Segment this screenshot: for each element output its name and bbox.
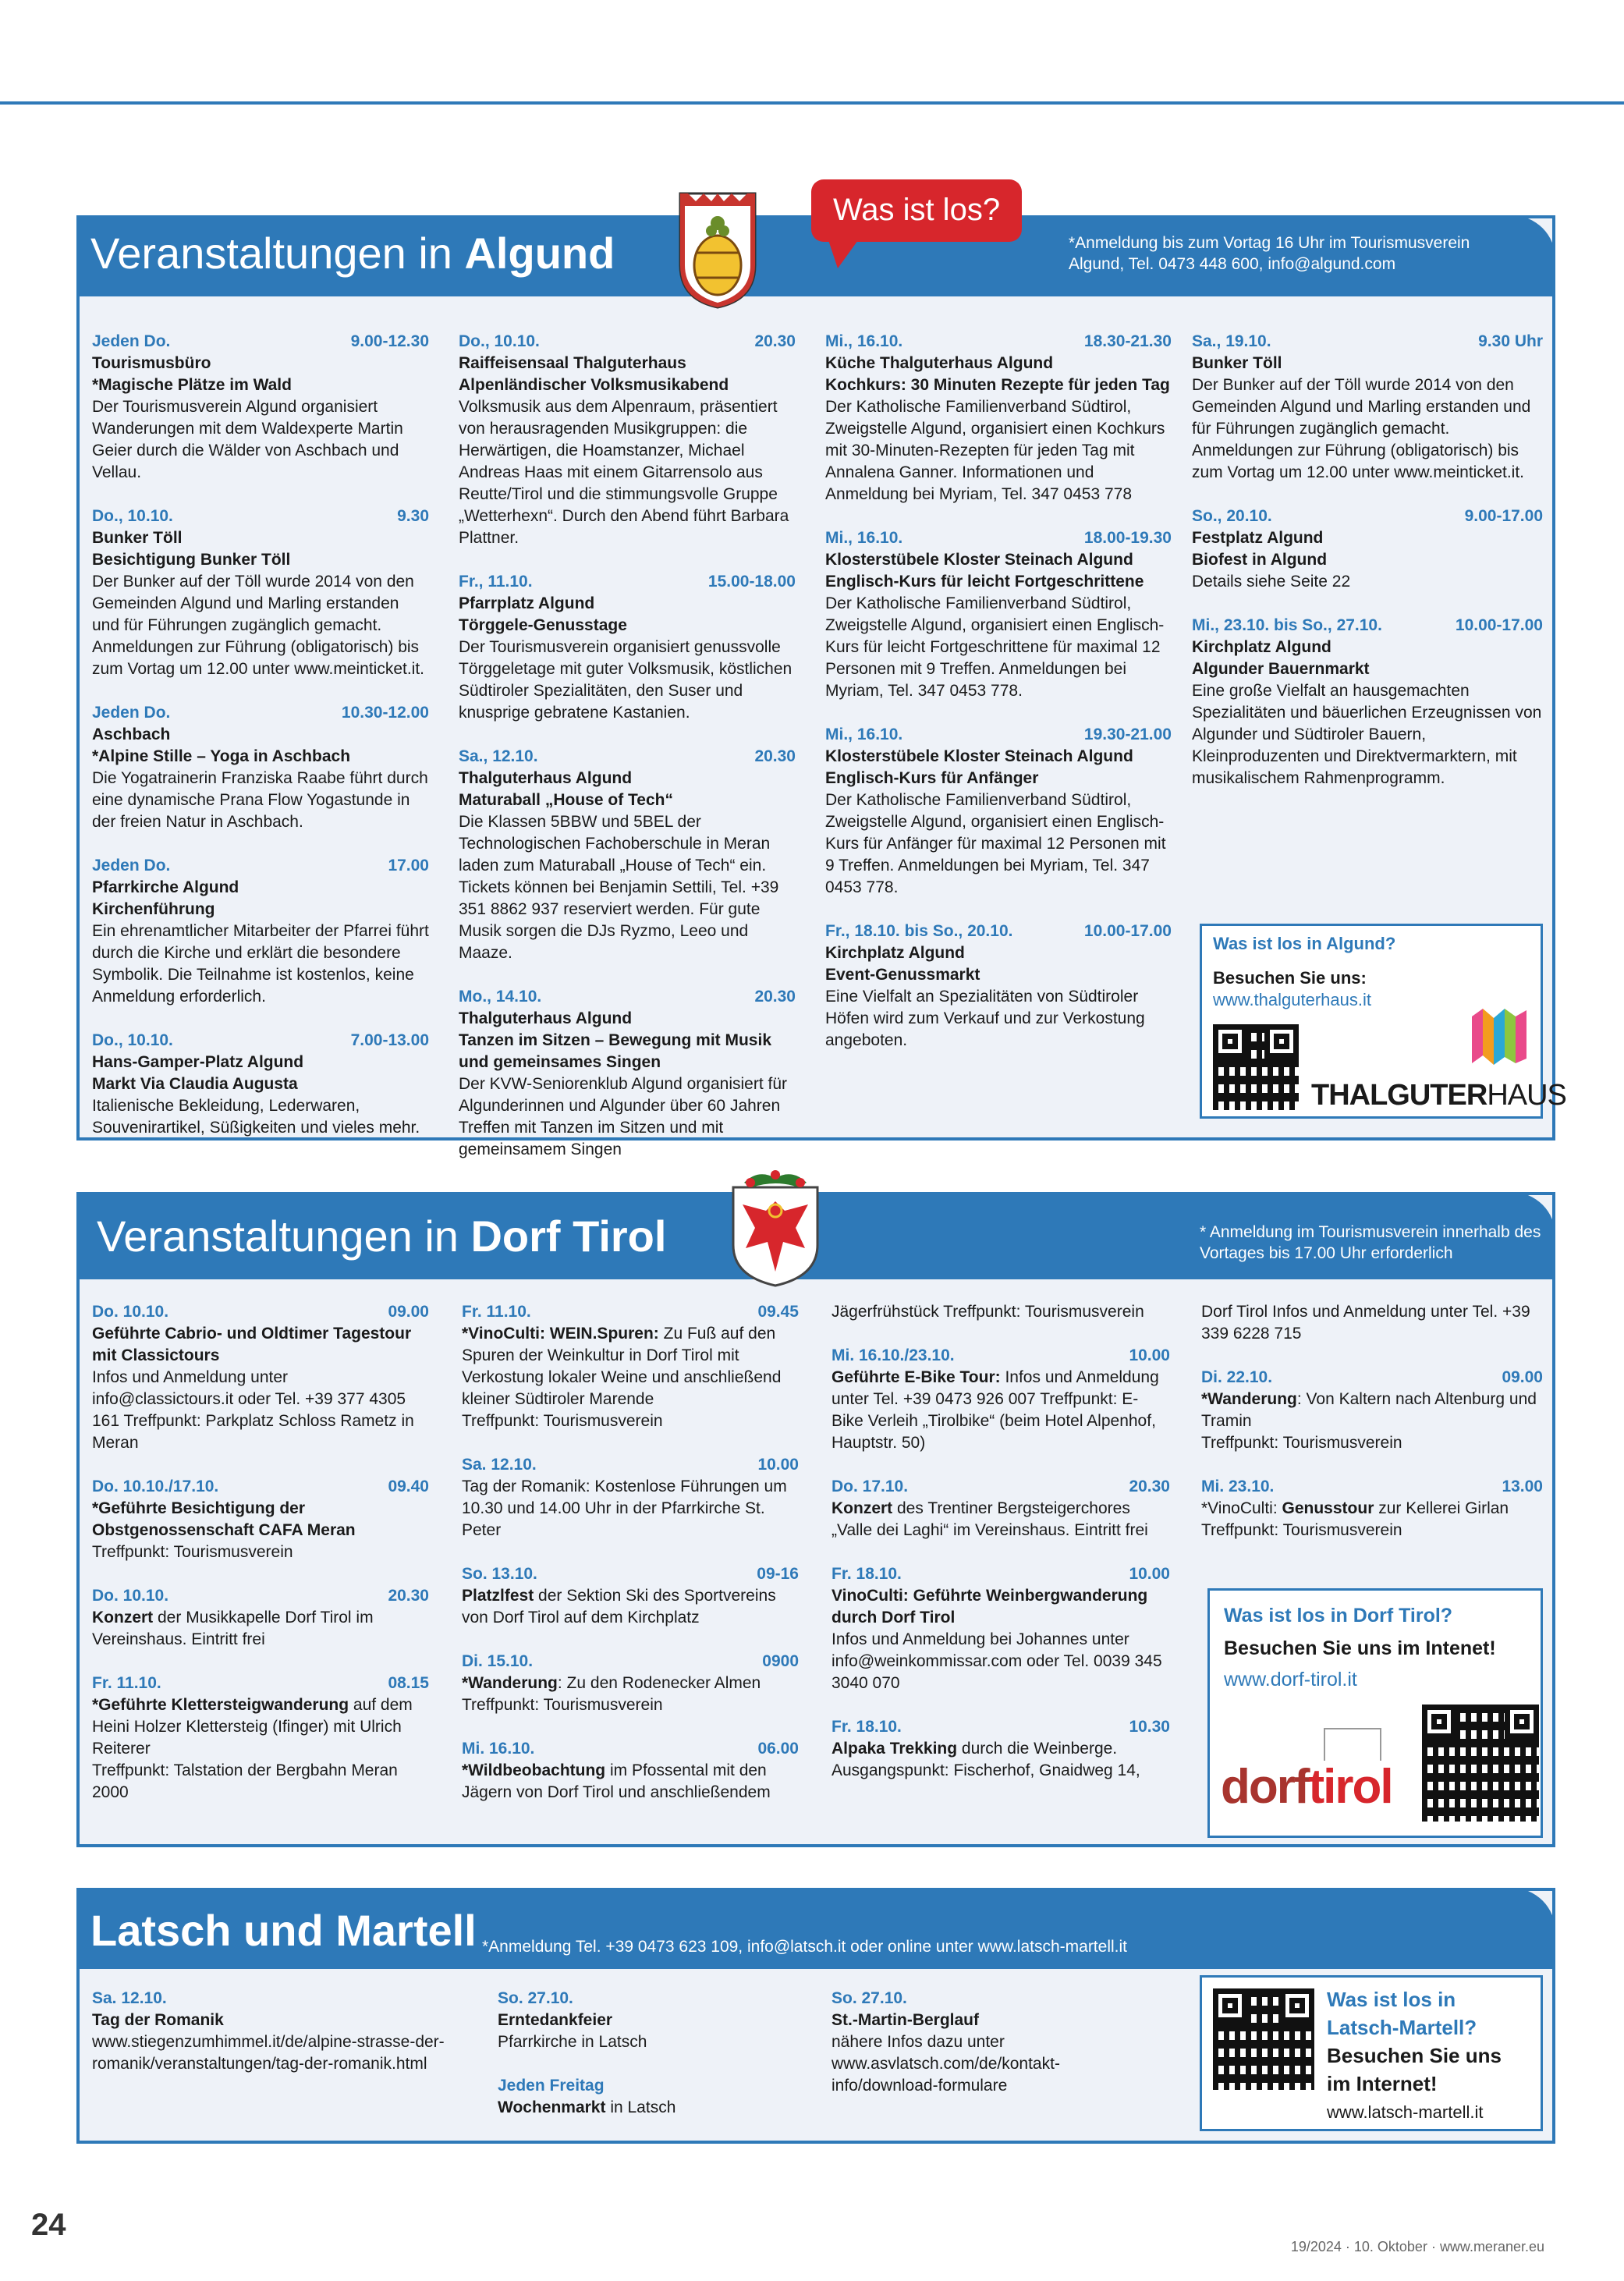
event-time: 18.00-19.30 <box>1083 529 1172 547</box>
event-time: 09.40 <box>388 1478 429 1495</box>
event-dateline <box>462 1563 799 1585</box>
event-dateline <box>1201 1476 1543 1498</box>
event-dateline <box>1192 615 1543 637</box>
event-time: 10.30 <box>1129 1718 1170 1736</box>
dorf-tirol-promo-box <box>1207 1588 1543 1838</box>
event-time: 18.30-21.30 <box>1083 332 1172 350</box>
event-date: Jeden Do. <box>92 857 171 874</box>
dorf-tirol-col-3 <box>832 1301 1170 1804</box>
event-entry <box>92 1030 429 1139</box>
dorf-tirol-promo-url[interactable]: www.dorf-tirol.it <box>1224 1669 1357 1690</box>
event-title-rest: : Zu den Rodenecker Almen <box>557 1674 761 1692</box>
event-dateline <box>825 724 1172 746</box>
event-time: 9.00-17.00 <box>1464 507 1543 525</box>
event-date: Jeden Do. <box>92 704 171 722</box>
event-title-line <box>92 1323 429 1367</box>
dorf-tirol-col-2 <box>462 1301 799 1825</box>
event-description: Eine Vielfalt an Spezialitäten von Südtiroler Höfen wird zum Verkauf und zur Verkostung angeboten. <box>825 988 1145 1049</box>
event-title-line <box>1201 1389 1543 1432</box>
latsch-section <box>76 1888 1555 2144</box>
algund-col-1 <box>92 331 429 1161</box>
event-date: Sa., 19.10. <box>1192 332 1271 350</box>
event-title: Geführte Cabrio- und Oldtimer Tagestour mit Classictours <box>92 1325 412 1364</box>
event-dateline <box>1192 506 1543 527</box>
event-title: Bunker Töll <box>1192 354 1282 372</box>
algund-promo-cta: Besuchen Sie uns: <box>1213 968 1367 988</box>
event-date: Mi., 16.10. <box>825 725 903 743</box>
event-title-rest: der Sektion Ski des Sportvereins von Dorf Tirol auf dem Kirchplatz <box>462 1587 776 1626</box>
event-title: Markt Via Claudia Augusta <box>92 1075 298 1093</box>
event-title: Festplatz Algund <box>1192 529 1324 547</box>
event-title: Thalguterhaus Algund <box>459 1009 633 1027</box>
event-entry <box>825 527 1172 702</box>
event-description: Der Katholische Familienverband Südtirol, Zweigstelle Algund, organisiert einen Kochkurs mit 30-Minuten-Rezepten für jeden Tag mit Annalena Ganner. Informationen und Anmeldung bei Myriam, Tel. 347 0453 778 <box>825 398 1165 503</box>
event-entry <box>832 1476 1170 1541</box>
event-title: Kirchenführung <box>92 900 215 918</box>
event-date: Mi., 16.10. <box>825 529 903 547</box>
event-title: Klosterstübele Kloster Steinach Algund <box>825 551 1133 569</box>
event-title: *Wanderung <box>462 1674 558 1692</box>
event-title-rest: zur Kellerei Girlan <box>1374 1499 1509 1517</box>
event-entry <box>1192 615 1543 789</box>
page-number: 24 <box>31 2208 66 2242</box>
event-description: Treffpunkt: Tourismusverein <box>92 1543 293 1561</box>
event-date: Jeden Do. <box>92 332 171 350</box>
event-description: Der Bunker auf der Töll wurde 2014 von den Gemeinden Algund und Marling erstanden und für Führungen zugänglich gemacht. Anmeldungen zur Führung (obligatorisch) bis zum Vortag um 12.00 unter www.meinticket.it. <box>92 573 425 678</box>
event-dateline <box>462 1454 799 1476</box>
algund-promo-url[interactable]: www.thalguterhaus.it <box>1213 990 1371 1009</box>
event-title-rest: des Trentiner Bergsteigerchores „Valle dei Laghi“ im Vereinshaus. Eintritt frei <box>832 1499 1148 1539</box>
event-date: Do. 10.10. <box>92 1303 169 1321</box>
event-title-line <box>462 1323 799 1410</box>
event-title: *Geführte Besichtigung der Obstgenossenschaft CAFA Meran <box>92 1499 356 1539</box>
event-title-line <box>462 1476 799 1541</box>
event-title: Tanzen im Sitzen – Bewegung mit Musik und gemeinsames Singen <box>459 1031 771 1071</box>
event-entry <box>462 1563 799 1629</box>
latsch-promo-url[interactable]: www.latsch-martell.it <box>1327 2102 1484 2122</box>
latsch-promo-text: Was ist los in Latsch-Martell? Besuchen Sie uns im Internet! <box>1327 1988 1502 2095</box>
event-time: 10.00 <box>757 1456 799 1474</box>
event-date: So., 20.10. <box>1192 507 1272 525</box>
event-entry <box>462 1301 799 1432</box>
event-title: Event-Genussmarkt <box>825 966 980 984</box>
event-time: 17.00 <box>388 857 429 874</box>
event-entry <box>462 1454 799 1541</box>
event-date: Fr., 18.10. bis So., 20.10. <box>825 922 1013 940</box>
dorf-tirol-section <box>76 1192 1555 1847</box>
event-title-rest: Zu Fuß auf den Spuren der Weinkultur in Dorf Tirol mit Verkostung lokaler Weine und anschließend kleiner Südtiroler Marende <box>462 1325 782 1408</box>
event-time: 10.00-17.00 <box>1083 922 1172 940</box>
event-time: 10.00 <box>1129 1346 1170 1364</box>
event-description: Ein ehrenamtlicher Mitarbeiter der Pfarrei führt durch die Kirche und erklärt die besondere Symbolik. Die Teilnahme ist kostenlos, keine Anmeldung erforderlich. <box>92 922 429 1006</box>
event-description: Der Katholische Familienverband Südtirol, Zweigstelle Algund, organisiert einen Englisch-Kurs für leicht Fortgeschrittene für maximal 12 Personen mit 9 Treffen. Anmeldungen bei Myriam, Tel. 347 0453 778. <box>825 594 1165 700</box>
event-description: Der Katholische Familienverband Südtirol, Zweigstelle Algund, organisiert einen Englisch-Kurs für Anfänger für maximal 12 Personen mit 9 Treffen. Anmeldungen bei Myriam, Tel. 347 0453 778. <box>825 791 1166 896</box>
page-footer: 19/2024 · 10. Oktober · www.meraner.eu <box>1290 2239 1544 2254</box>
event-date: Fr. 11.10. <box>462 1303 531 1321</box>
event-date: Fr. 11.10. <box>92 1674 161 1692</box>
event-date: Do. 10.10./17.10. <box>92 1478 219 1495</box>
event-title: Alpenländischer Volksmusikabend <box>459 376 729 394</box>
event-dateline <box>92 855 429 877</box>
event-title: Besichtigung Bunker Töll <box>92 551 291 569</box>
event-description: Treffpunkt: Tourismusverein <box>462 1696 663 1714</box>
dorf-tirol-col-4 <box>1201 1301 1543 1563</box>
event-dateline <box>1201 1367 1543 1389</box>
event-date: Sa. 12.10. <box>462 1456 537 1474</box>
event-title: Thalguterhaus Algund <box>459 769 633 787</box>
event-title-rest: durch die Weinberge. <box>957 1740 1118 1758</box>
event-description: Die Klassen 5BBW und 5BEL der Technologischen Fachoberschule in Meran laden zum Maturaball „House of Tech“ ein. Tickets können bei Benjamin Settili, Tel. +39 351 8862 937 reserviert werden. Für gute Musik sorgen die DJs Ryzmo, Leeo und Maaze. <box>459 813 779 962</box>
event-time: 15.00-18.00 <box>707 573 796 591</box>
event-time: 10.30-12.00 <box>341 704 429 722</box>
event-dateline <box>459 746 796 768</box>
event-date: Fr., 11.10. <box>459 573 533 591</box>
event-title-line <box>462 1673 799 1694</box>
event-title-rest: im Pfossental mit den Jägern von Dorf Tirol und anschließendem <box>462 1761 771 1801</box>
event-date: Do., 10.10. <box>92 507 173 525</box>
event-title-line <box>832 1738 1170 1760</box>
event-time: 9.30 Uhr <box>1478 332 1543 350</box>
event-date: Mi., 16.10. <box>825 332 903 350</box>
event-title: Englisch-Kurs für leicht Fortgeschrittene <box>825 573 1144 591</box>
was-ist-los-badge: Was ist los? <box>811 179 1022 242</box>
event-time: 9.30 <box>397 507 429 525</box>
event-dateline <box>1192 331 1543 353</box>
event-time: 09.45 <box>757 1303 799 1321</box>
event-title: Biofest in Algund <box>1192 551 1328 569</box>
event-dateline <box>459 331 796 353</box>
event-description: Treffpunkt: Tourismusverein <box>462 1412 663 1430</box>
event-title-line <box>1201 1498 1543 1520</box>
event-title: Genusstour <box>1282 1499 1374 1517</box>
dorf-tirol-qr-code <box>1422 1705 1539 1822</box>
event-entry <box>825 331 1172 506</box>
event-time: 09-16 <box>757 1565 799 1583</box>
event-title-line <box>92 1694 429 1760</box>
event-time: 9.00-12.30 <box>350 332 429 350</box>
event-title: Küche Thalguterhaus Algund <box>825 354 1054 372</box>
event-title: Törggele-Genusstage <box>459 616 627 634</box>
event-description: Volksmusik aus dem Alpenraum, präsentiert von herausragenden Musikgruppen: die Herwärtigen, die Hoamstanzer, Michael Andreas Haas mit einem Gitarrensolo aus Reutte/Tirol und die stimmungsvolle Gruppe „Wetterhexn“. Durch den Abend führt Barbara Plattner. <box>459 398 789 547</box>
event-date: Di. 22.10. <box>1201 1368 1273 1386</box>
algund-title: Veranstaltungen in Algund <box>90 229 615 278</box>
event-date: Di. 15.10. <box>462 1652 534 1670</box>
event-dateline <box>462 1301 799 1323</box>
algund-registration-note: *Anmeldung bis zum Vortag 16 Uhr im Tourismusverein Algund, Tel. 0473 448 600, info@algund.com <box>1069 234 1470 273</box>
event-time: 7.00-13.00 <box>350 1031 429 1049</box>
event-dateline <box>92 506 429 527</box>
event-time: 20.30 <box>388 1587 429 1605</box>
event-date: Fr. 18.10. <box>832 1718 902 1736</box>
event-title: Raiffeisensaal Thalguterhaus <box>459 354 686 372</box>
algund-col-4 <box>1192 331 1543 811</box>
event-entry <box>92 1301 429 1454</box>
event-title: Konzert <box>832 1499 893 1517</box>
event-title: Englisch-Kurs für Anfänger <box>825 769 1039 787</box>
event-title-rest: : Von Kaltern nach Altenburg und Tramin <box>1201 1390 1537 1430</box>
latsch-promo-box <box>1200 1975 1543 2131</box>
event-dateline <box>92 331 429 353</box>
event-dateline <box>832 1716 1170 1738</box>
event-entry <box>462 1651 799 1716</box>
event-dateline <box>459 571 796 593</box>
event-title-rest: der Musikkapelle Dorf Tirol im Vereinshaus. Eintritt frei <box>92 1609 374 1648</box>
event-date: Sa., 12.10. <box>459 747 538 765</box>
event-entry <box>92 1476 429 1563</box>
event-entry <box>1201 1367 1543 1454</box>
event-title: Bunker Töll <box>92 529 183 547</box>
algund-qr-code <box>1213 1024 1299 1110</box>
event-title: Klosterstübele Kloster Steinach Algund <box>825 747 1133 765</box>
event-title: Hans-Gamper-Platz Algund <box>92 1053 304 1071</box>
event-title: *Magische Plätze im Wald <box>92 376 292 394</box>
event-description: Infos und Anmeldung unter info@classictours.it oder Tel. +39 377 4305 161 Treffpunkt: Parkplatz Schloss Rametz in Meran <box>92 1368 414 1452</box>
event-description: Details siehe Seite 22 <box>1192 573 1351 591</box>
event-entry <box>92 1585 429 1651</box>
event-dateline <box>825 331 1172 353</box>
event-date: Mi., 23.10. bis So., 27.10. <box>1192 616 1382 634</box>
event-title: *Alpine Stille – Yoga in Aschbach <box>92 747 351 765</box>
event-title: Aschbach <box>92 725 171 743</box>
event-entry <box>1201 1476 1543 1541</box>
event-title-rest: auf dem Heini Holzer Klettersteig (Ifinger) mit Ulrich Reiterer <box>92 1696 413 1758</box>
event-title-line <box>832 1498 1170 1541</box>
event-title-rest: *VinoCulti: <box>1201 1499 1282 1517</box>
event-title: *VinoCulti: WEIN.Spuren: <box>462 1325 659 1343</box>
event-time: 19.30-21.00 <box>1083 725 1172 743</box>
event-title: Geführte E-Bike Tour: <box>832 1368 1001 1386</box>
event-description: Treffpunkt: Tourismusverein <box>1201 1434 1402 1452</box>
latsch-event-1: Sa. 12.10. Tag der Romanik www.stiegenzumhimmel.it/de/alpine-strasse-der-romanik/veranstaltungen/tag-der-romanik.html <box>92 1989 445 2073</box>
latsch-qr-code <box>1213 1988 1314 2090</box>
event-description: Infos und Anmeldung bei Johannes unter info@weinkommissar.com oder Tel. 0039 345 3040 070 <box>832 1630 1162 1692</box>
event-entry <box>1192 506 1543 593</box>
event-dateline <box>459 986 796 1008</box>
event-entry <box>459 331 796 549</box>
dorf-tirol-registration-note: * Anmeldung im Tourismusverein innerhalb des Vortages bis 17.00 Uhr erforderlich <box>1200 1223 1541 1262</box>
event-title: Kirchplatz Algund <box>1192 638 1331 656</box>
event-entry <box>92 506 429 680</box>
event-title: Alpaka Trekking <box>832 1740 958 1758</box>
dorf-tirol-col-1 <box>92 1301 429 1825</box>
event-title: VinoCulti: Geführte Weinbergwanderung durch Dorf Tirol <box>832 1587 1148 1626</box>
event-entry <box>92 855 429 1008</box>
event-title: Pfarrkirche Algund <box>92 878 239 896</box>
event-entry <box>92 331 429 484</box>
dorf-tirol-castle-icon <box>1324 1728 1381 1761</box>
event-title-line <box>462 1760 799 1804</box>
event-description: Der Bunker auf der Töll wurde 2014 von den Gemeinden Algund und Marling erstanden und für Führungen zugänglich gemacht. Anmeldungen zur Führung (obligatorisch) bis zum Vortag um 12.00 unter www.meinticket.it. <box>1192 376 1531 481</box>
event-time: 09.00 <box>1502 1368 1543 1386</box>
event-entry <box>459 571 796 724</box>
event-title: *Geführte Klettersteigwanderung <box>92 1696 349 1714</box>
event-entry <box>1201 1301 1543 1345</box>
dorf-tirol-promo-cta: Besuchen Sie uns im Intenet! <box>1224 1637 1496 1659</box>
event-description: Der Tourismusverein Algund organisiert Wanderungen mit dem Waldexperte Martin Geier durch die Wälder von Aschbach und Vellau. <box>92 398 403 481</box>
event-title-line <box>92 1607 429 1651</box>
event-entry <box>92 702 429 833</box>
event-description: Der KVW-Seniorenklub Algund organisiert für Algunderinnen und Algunder über 60 Jahren Treffen mit Tanzen im Sitzen und mit gemeinsamem Singen <box>459 1075 787 1158</box>
event-date: Do., 10.10. <box>92 1031 173 1049</box>
event-dateline <box>92 1585 429 1607</box>
top-rule <box>0 101 1624 105</box>
event-description: Der Tourismusverein organisiert genussvolle Törggeletage mit guter Volksmusik, köstlichen Südtiroler Spezialitäten, den Suser und knusprige gebratene Kastanien. <box>459 638 792 722</box>
event-time: 20.30 <box>754 988 796 1006</box>
event-title: Konzert <box>92 1609 154 1626</box>
latsch-title: Latsch und Martell <box>90 1906 477 1955</box>
algund-col-3 <box>825 331 1172 1073</box>
event-title-line <box>462 1585 799 1629</box>
latsch-event-4: So. 27.10. St.-Martin-Berglauf nähere Infos dazu unter www.asvlatsch.com/de/kontakt-info/download-formulare <box>832 1989 1060 2095</box>
event-title: Tourismusbüro <box>92 354 211 372</box>
event-entry <box>459 986 796 1161</box>
event-date: Mi. 16.10./23.10. <box>832 1346 955 1364</box>
event-dateline <box>462 1738 799 1760</box>
event-entry <box>825 724 1172 899</box>
event-time: 08.15 <box>388 1674 429 1692</box>
event-description: Italienische Bekleidung, Lederwaren, Souvenirartikel, Süßigkeiten und vieles mehr. <box>92 1097 420 1137</box>
event-dateline <box>92 1030 429 1052</box>
event-dateline <box>92 702 429 724</box>
event-time: 20.30 <box>754 332 796 350</box>
event-date: Do. 10.10. <box>92 1587 169 1605</box>
event-title-rest: Infos und Anmeldung unter Tel. +39 0473 926 007 Treffpunkt: E-Bike Verleih „Tirolbike“ (beim Hotel Alpenhof, Hauptstr. 50) <box>832 1368 1159 1452</box>
event-description: Die Yogatrainerin Franziska Raabe führt durch eine dynamische Prana Flow Yogastunde in der freien Natur in Aschbach. <box>92 769 428 831</box>
event-dateline <box>92 1476 429 1498</box>
event-entry <box>832 1563 1170 1694</box>
event-description: Treffpunkt: Talstation der Bergbahn Meran 2000 <box>92 1761 398 1801</box>
event-dateline <box>825 527 1172 549</box>
algund-col-2 <box>459 331 796 1183</box>
event-time: 20.30 <box>1129 1478 1170 1495</box>
event-title-line <box>832 1367 1170 1454</box>
latsch-event-2: So. 27.10. Erntedankfeier Pfarrkirche in Latsch Jeden Freitag Wochenmarkt in Latsch <box>498 1989 676 2116</box>
tirol-eagle-crest-icon <box>727 1170 824 1287</box>
event-description: Ausgangspunkt: Fischerhof, Gnaidweg 14, <box>832 1761 1140 1779</box>
event-entry <box>825 921 1172 1052</box>
event-entry <box>459 746 796 964</box>
event-date: Mi. 23.10. <box>1201 1478 1275 1495</box>
event-dateline <box>832 1563 1170 1585</box>
dorftirol-logo: dorftirol <box>1221 1760 1392 1814</box>
event-date: Mi. 16.10. <box>462 1740 535 1758</box>
event-entry <box>832 1716 1170 1782</box>
event-title: Platzlfest <box>462 1587 534 1605</box>
latsch-header-band <box>76 1888 1555 1969</box>
event-title: *Wanderung <box>1201 1390 1297 1408</box>
event-date: Mo., 14.10. <box>459 988 542 1006</box>
algund-promo-question: Was ist los in Algund? <box>1213 934 1396 953</box>
event-title: Maturaball „House of Tech“ <box>459 791 673 809</box>
event-date: Do., 10.10. <box>459 332 540 350</box>
event-time: 13.00 <box>1502 1478 1543 1495</box>
event-description: Jägerfrühstück Treffpunkt: Tourismusverein <box>832 1303 1144 1321</box>
event-description: Eine große Vielfalt an hausgemachten Spezialitäten und bäuerlichen Erzeugnissen von Algunder und Südtiroler Bauern, Kleinproduzenten und Direktvermarktern, mit musikalischem Rahmenprogramm. <box>1192 682 1542 787</box>
event-title: Kirchplatz Algund <box>825 944 965 962</box>
event-entry <box>92 1673 429 1804</box>
algund-section <box>76 215 1566 1158</box>
thalguterhaus-logo-icon <box>1472 1009 1537 1068</box>
event-title: Kochkurs: 30 Minuten Rezepte für jeden Tag <box>825 376 1170 394</box>
event-title: Algunder Bauernmarkt <box>1192 660 1370 678</box>
event-dateline <box>825 921 1172 942</box>
event-dateline <box>92 1301 429 1323</box>
event-entry <box>832 1345 1170 1454</box>
event-date: Fr. 18.10. <box>832 1565 902 1583</box>
event-description: Dorf Tirol Infos und Anmeldung unter Tel. +39 339 6228 715 <box>1201 1303 1530 1343</box>
event-entry <box>832 1301 1170 1323</box>
event-description: Treffpunkt: Tourismusverein <box>1201 1521 1402 1539</box>
dorf-tirol-promo-question: Was ist los in Dorf Tirol? <box>1224 1605 1453 1626</box>
event-time: 06.00 <box>757 1740 799 1758</box>
event-dateline <box>462 1651 799 1673</box>
event-dateline <box>92 1673 429 1694</box>
event-time: 10.00 <box>1129 1565 1170 1583</box>
event-dateline <box>832 1345 1170 1367</box>
event-time: 09.00 <box>388 1303 429 1321</box>
event-title-line <box>832 1585 1170 1629</box>
event-time: 20.30 <box>754 747 796 765</box>
algund-promo-box <box>1200 924 1566 1119</box>
event-date: So. 13.10. <box>462 1565 537 1583</box>
algund-crest-icon <box>677 190 758 309</box>
event-entry <box>1192 331 1543 484</box>
event-date: Do. 17.10. <box>832 1478 909 1495</box>
event-title: Pfarrplatz Algund <box>459 594 595 612</box>
dorf-tirol-title: Veranstaltungen in Dorf Tirol <box>97 1211 667 1261</box>
event-dateline <box>832 1476 1170 1498</box>
event-title: *Wildbeobachtung <box>462 1761 606 1779</box>
event-title-rest: Tag der Romanik: Kostenlose Führungen um 10.30 und 14.00 Uhr in der Pfarrkirche St. Peter <box>462 1478 787 1539</box>
thalguterhaus-logo-text: THALGUTERHAUS <box>1311 1079 1566 1112</box>
event-time: 0900 <box>762 1652 799 1670</box>
latsch-registration-note: *Anmeldung Tel. +39 0473 623 109, info@latsch.it oder online unter www.latsch-martell.it <box>482 1938 1127 1956</box>
event-title-line <box>92 1498 429 1541</box>
event-time: 10.00-17.00 <box>1455 616 1543 634</box>
event-entry <box>462 1738 799 1804</box>
